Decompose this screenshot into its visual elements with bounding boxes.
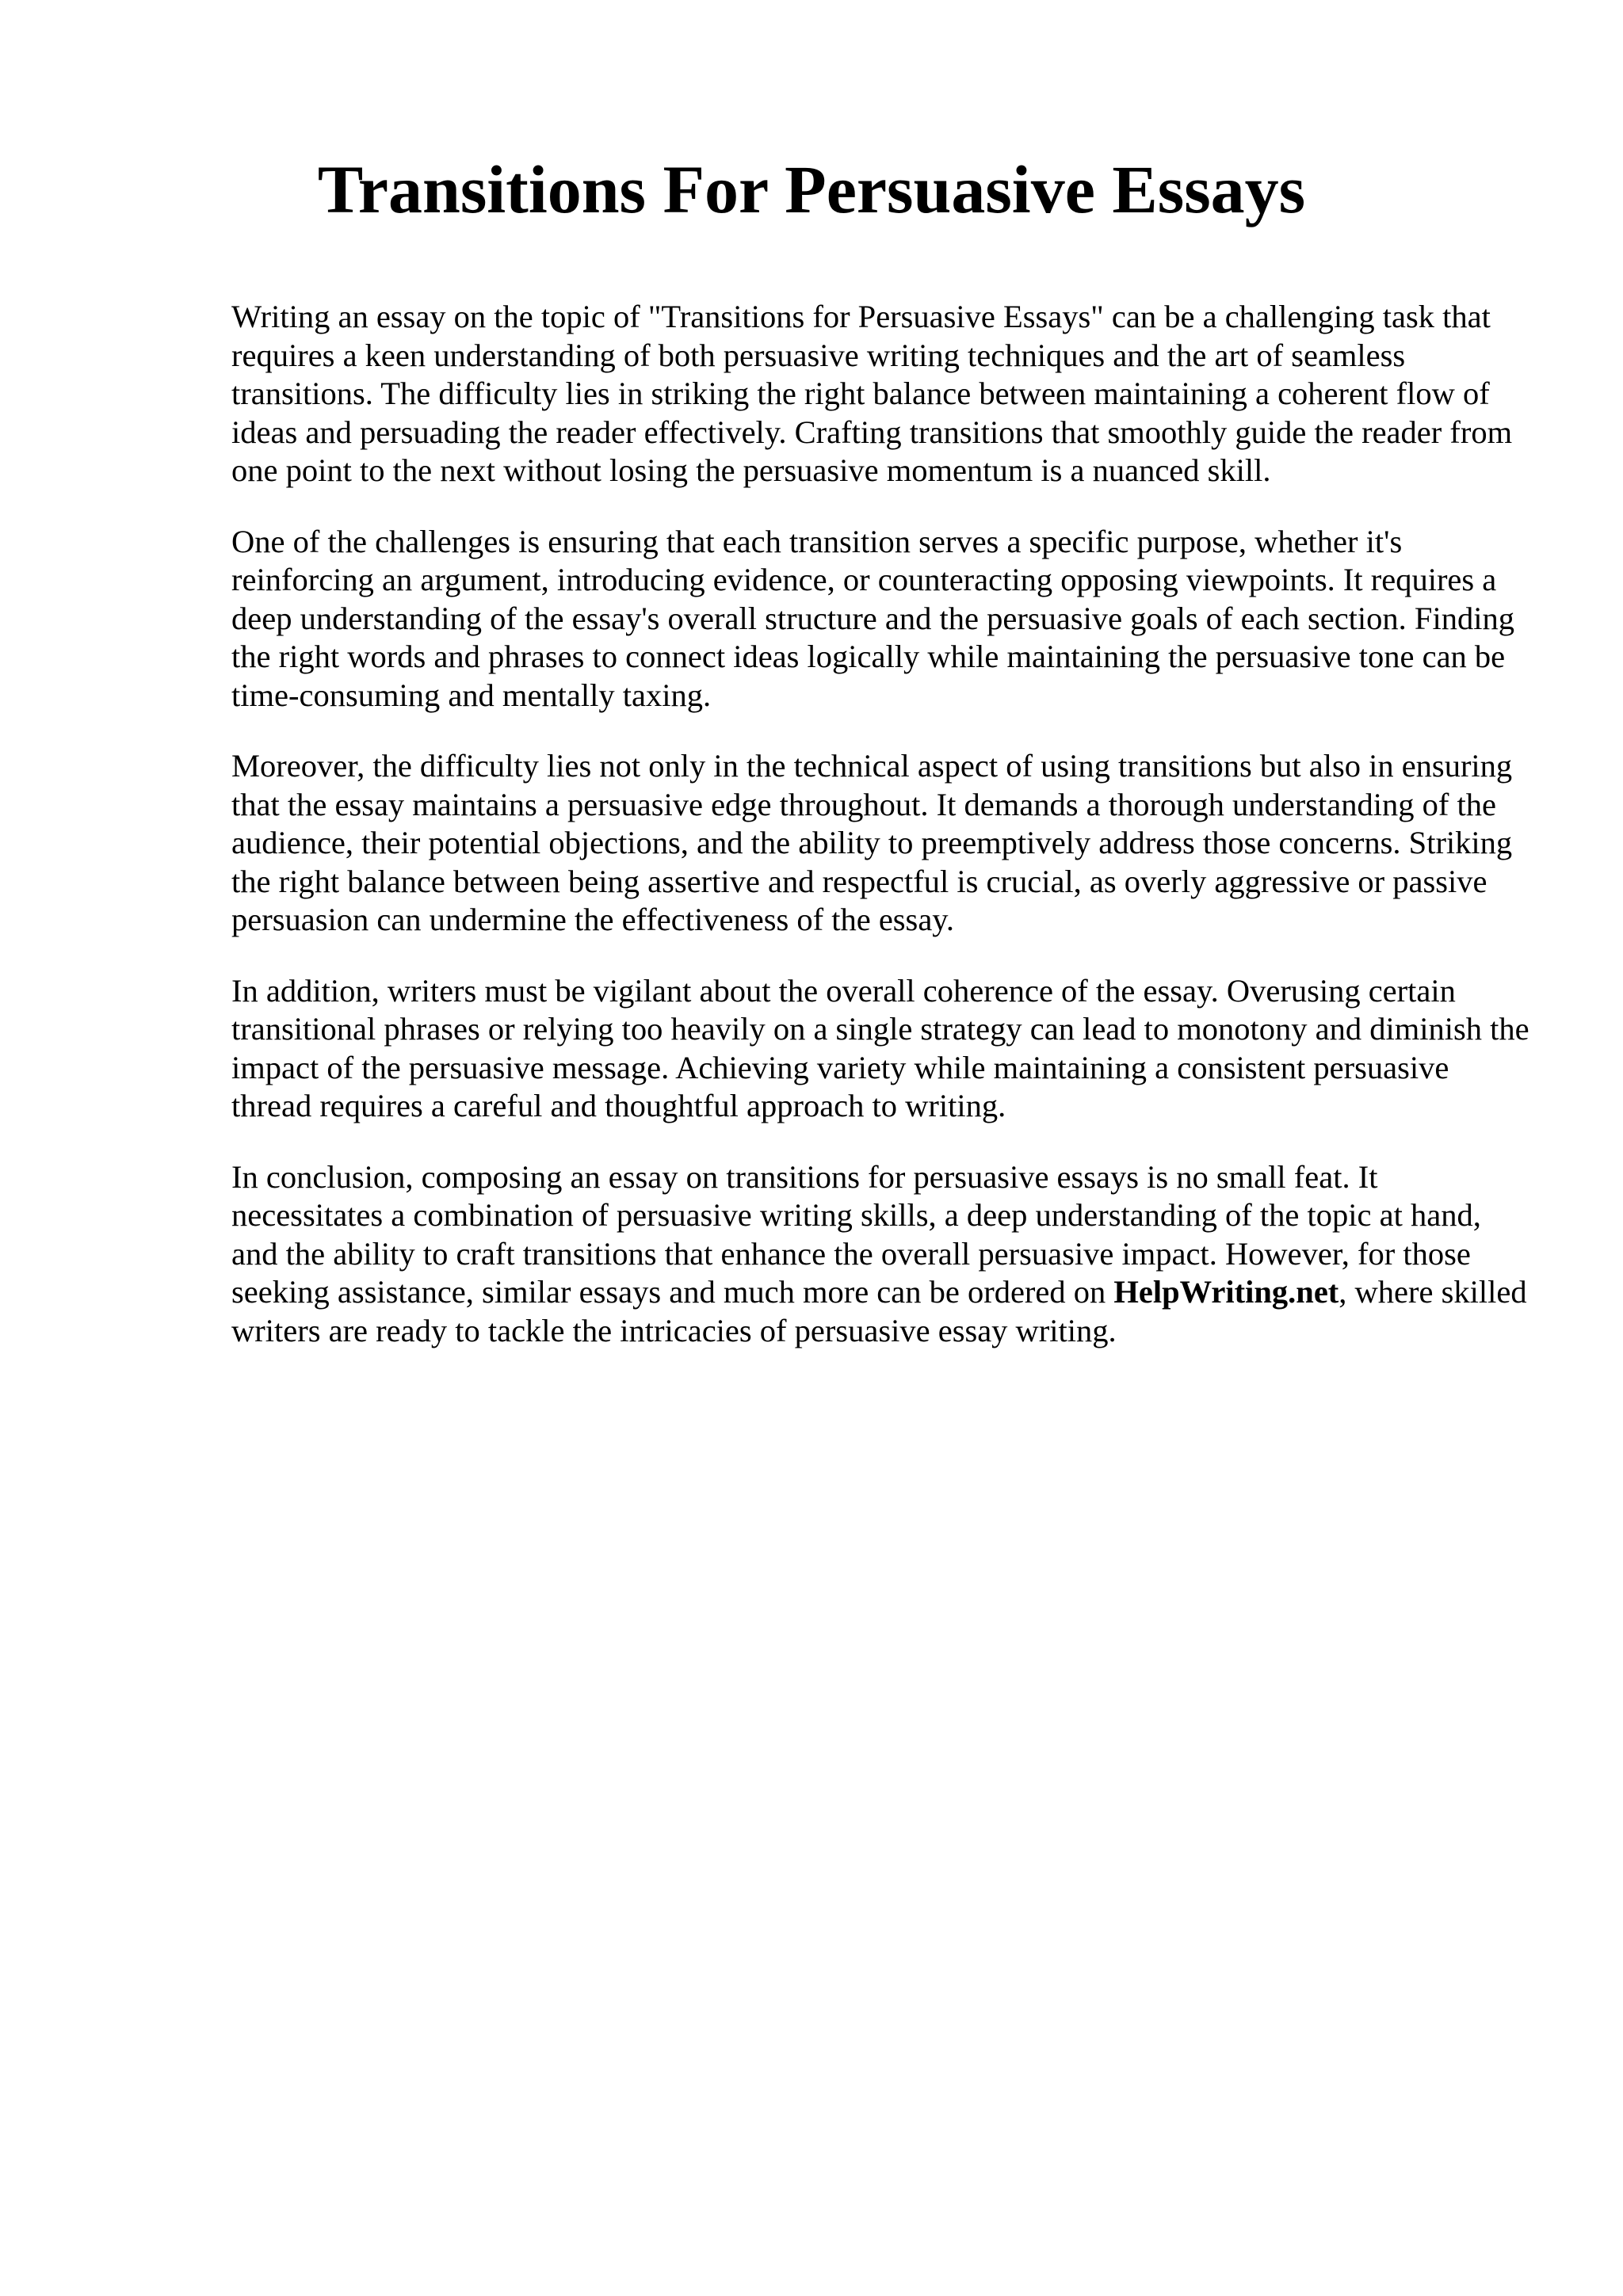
- conclusion-text-after: , where skilled writers are ready to tackle the intricacies of persuasive essay writing.: [231, 1274, 1527, 1348]
- paragraph-2: One of the challenges is ensuring that each transition serves a specific purpose, whether it's reinforcing an argument, introducing evidence, or counteracting opposing viewpoints. It requires a deep understanding of the essay's overall structure and the persuasive goals of each section. Finding the right words and phrases to connect ideas logically while maintaining the persuasive tone can be time-consuming and mentally taxing.: [231, 523, 1514, 713]
- paragraph-1: Writing an essay on the topic of "Transitions for Persuasive Essays" can be a challenging task that requires a keen understanding of both persuasive writing techniques and the art of seamless transitions. The difficulty lies in striking the right balance between maintaining a coherent flow of ideas and persuading the reader effectively. Crafting transitions that smoothly guide the reader from one point to the next without losing the persuasive momentum is a nuanced skill.: [231, 299, 1513, 488]
- conclusion-text-before: In conclusion, composing an essay on transitions for persuasive essays is no small feat. It necessitates a combination of persuasive writing skills, a deep understanding of the topic at hand, and the ability to craft transitions that enhance the overall persuasive impact. However, for those seeking assistance, similar essays and much more can be ordered on: [231, 1158, 1481, 1310]
- brand-name: HelpWriting.net: [1113, 1274, 1339, 1310]
- essay-body: [231, 298, 1531, 1383]
- paragraph-4: In addition, writers must be vigilant about the overall coherence of the essay. Overusing certain transitional phrases or relying too heavily on a single strategy can lead to monotony and diminish the impact of the persuasive message. Achieving variety while maintaining a consistent persuasive thread requires a careful and thoughtful approach to writing.: [231, 972, 1529, 1123]
- page-title: Transitions For Persuasive Essays: [317, 151, 1306, 227]
- paragraph-3: Moreover, the difficulty lies not only in the technical aspect of using transitions but also in ensuring that the essay maintains a persuasive edge throughout. It demands a thorough understanding of the audience, their potential objections, and the ability to preemptively address those concerns. Striking the right balance between being assertive and respectful is crucial, as overly aggressive or passive persuasion can undermine the effectiveness of the essay.: [231, 748, 1513, 937]
- paragraph-conclusion: [231, 1158, 1531, 1351]
